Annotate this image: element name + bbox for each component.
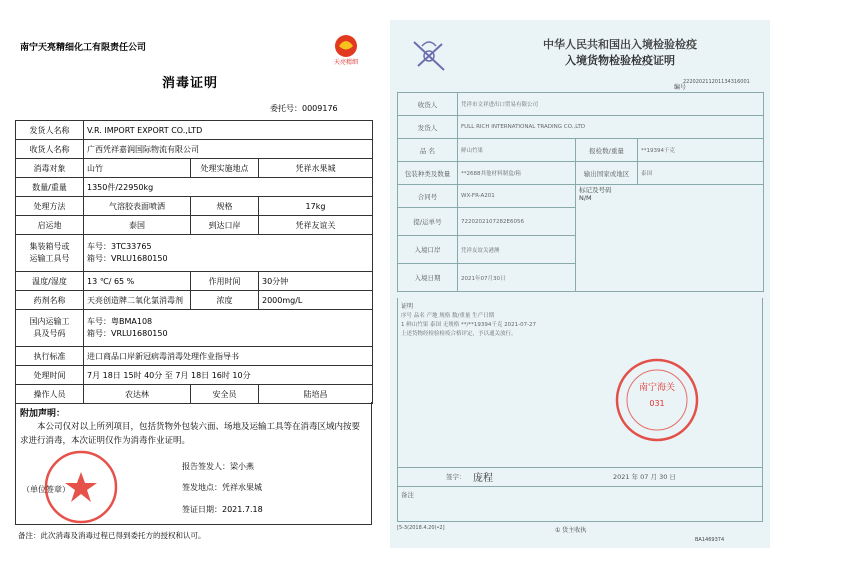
logo-text: 天亮精细: [333, 59, 359, 66]
inspection-certificate: [390, 20, 770, 548]
copy-label: ① 货主收执: [555, 527, 587, 534]
page-title: 入境货物检验检疫证明: [565, 54, 675, 67]
table-row: 处理方法 气溶胶表面喷洒 规格 17kg: [16, 197, 373, 216]
table-row: 发货人 FULL RICH INTERNATIONAL TRADING CO.,LTD: [398, 116, 764, 139]
table-row: 数量/重量 1350件/22950kg: [16, 178, 373, 197]
company-name: 南宁天亮精细化工有限责任公司: [20, 43, 147, 53]
company-logo: [331, 33, 361, 67]
table-row: 合同号 WX-FR-A201 标记及号码 N/M: [398, 185, 764, 208]
reference-number: 委托号：0009176: [270, 104, 338, 113]
sign-place: 签发地点：凭祥水果城: [182, 483, 262, 492]
table-row: 包装种类及数量 **2688其他材料制盒/箱 输出国家或地区 泰国: [398, 162, 764, 185]
table-row: 入境口岸 凭祥友谊关港澳: [398, 236, 764, 264]
table-row: 发货人名称 V.R. IMPORT EXPORT CO.,LTD: [16, 121, 373, 140]
table-row: 药剂名称 天亮创造牌二氧化氯消毒剂 浓度 2000mg/L: [16, 291, 373, 310]
signature: 庞程: [473, 473, 493, 484]
certificate-table: [15, 120, 373, 404]
customs-seal-code: 031: [649, 399, 665, 408]
customs-seal-stamp: [613, 356, 701, 444]
remarks-box: 备注: [397, 487, 763, 522]
table-row: 集装箱号或 运输工具号 车号：3TC33765 箱号：VRLU1680150: [16, 235, 373, 272]
issuer-title: 中华人民共和国出入境检验检疫: [543, 38, 697, 51]
number-label: 编号: [674, 84, 687, 91]
table-row: 国内运输工 具及号码 车号：粤BMA108 箱号：VRLU1680150: [16, 310, 373, 347]
table-row: 提/运单号 7220202107282E6056: [398, 208, 764, 236]
signature-date: 2021 年 07 月 30 日: [613, 473, 676, 481]
certification-line: 1 鲜山竹果 泰国 无规格 **/**19394千克 2021-07-27: [401, 322, 537, 328]
sign-date: 签证日期：2021.7.18: [182, 505, 263, 514]
page-title: 消毒证明: [161, 76, 218, 91]
table-row: 收货人名称 广西凭祥嘉润国际物流有限公司: [16, 140, 373, 159]
goods-table: [397, 92, 764, 292]
emblem-icon: [408, 36, 450, 76]
table-row: 操作人员 农达林 安全员 陆培昌: [16, 385, 373, 404]
signature-row: 签字： 庞程 2021 年 07 月 30 日: [397, 467, 763, 487]
report-signer: 报告签发人：梁小燕: [182, 462, 254, 471]
certification-line: 上述货物经检验检疫合格评定，予以通关放行。: [401, 331, 517, 337]
form-code: [5-3(2018.4.20)•2]: [397, 525, 445, 531]
table-row: 收货人 凭祥市文祥进出口贸易有限公司: [398, 93, 764, 116]
unit-seal-label: （单位签章）: [22, 485, 70, 494]
table-row: 执行标准 进口商品口岸新冠病毒消毒处理作业指导书: [16, 347, 373, 366]
certification-label: 证明: [401, 303, 414, 310]
statement-heading: 附加声明：: [20, 409, 66, 419]
statement-text: 本公司仅对以上所列项目，包括货物外包装六面、场地及运输工具等在消毒区域内按要求进行消毒，本次证明仅作为消毒作业证明。: [20, 422, 361, 446]
table-row: 处理时间 7月 18日 15时 40分 至 7月 18日 16时 10分: [16, 366, 373, 385]
customs-seal-text: 南宁海关: [638, 383, 676, 393]
table-row: 品 名 鲜山竹果 报检数/重量 **19394千克: [398, 139, 764, 162]
table-row: 启运地 泰国 到达口岸 凭祥友谊关: [16, 216, 373, 235]
disinfection-certificate: [0, 0, 380, 572]
bottom-note: 备注：此次消毒及消毒过程已得到委托方的授权和认可。: [18, 531, 206, 540]
barcode-number: 222020211201134316001: [683, 79, 750, 85]
table-row: 温度/湿度 13 ℃/ 65 % 作用时间 30分钟: [16, 272, 373, 291]
table-row: 消毒对象 山竹 处理实施地点 凭祥水果城: [16, 159, 373, 178]
serial-number: BA1469374: [695, 537, 725, 543]
certification-line: 序号 品名 产地 规格 数/重量 生产日期: [401, 313, 495, 319]
table-row: 入境日期 2021年07月30日: [398, 264, 764, 292]
certification-box: [397, 298, 763, 468]
